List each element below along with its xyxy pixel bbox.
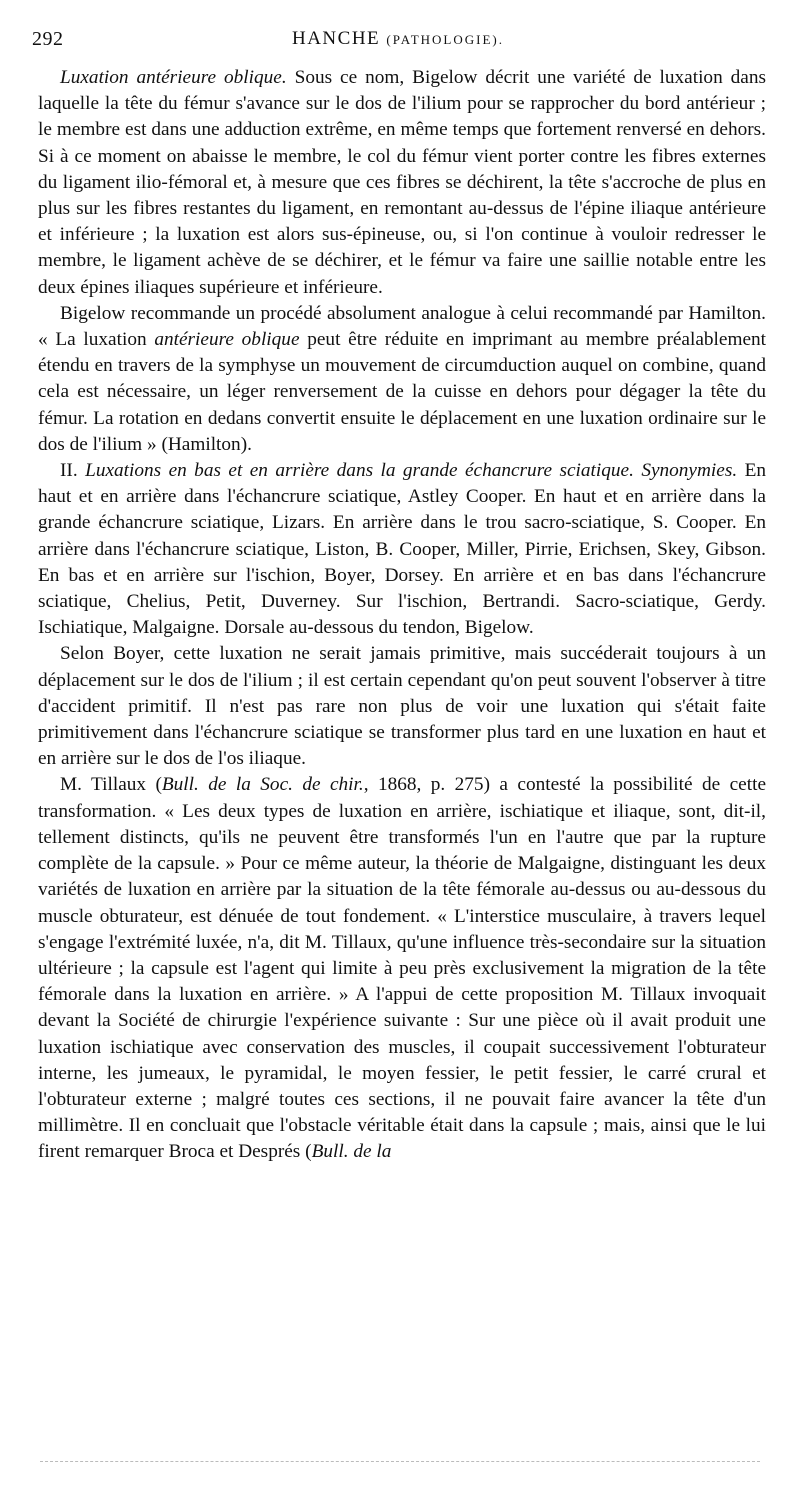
paragraph-text: , 1868, p. 275) a contesté la possibilité de cette transformation. « Les deux types de luxation en arrière, ischiatique et iliaque, sont, dit-il, tellement distincts, qu'ils ne peuvent être transformés l'un en l'autre que par la rupture complète de la capsule. » Pour ce même auteur, la théorie de Malgaigne, distinguant les deux variétés de luxation en arrière par la situation de la tête fémorale au-dessus ou au-dessous du muscle obturateur, est dénuée de tout fondement. « L'interstice musculaire, à travers lequel s'engage l'extrémité luxée, n'a, dit M. Tillaux, qu'une influence très-secondaire sur la situation ultérieure ; la capsule est l'agent qui limite à peu près exclusivement la migration de la tête fémorale dans la luxation en arrière. » A l'appui de cette proposition M. Tillaux invoquait devant la Société de chirurgie l'expérience suivante : Sur une pièce où il avait produit une luxation ischiatique avec conservation des muscles, il coupait successivement l'obturateur interne, les jumeaux, le pyramidal, le moyen fessier, le petit fessier, le carré crural et l'obturateur externe ; malgré toutes ces sections, il ne pouvait faire avancer la tête d'un millimètre. Il en concluait que l'obstacle véritable était dans la capsule ; mais, ainsi que le lui firent remarquer Broca et Després ( bbox=[38, 774, 766, 1163]
paragraph-text: En haut et en arrière dans l'échancrure sciatique, Astley Cooper. En haut et en arrière dans la grande échancrure sciatique, Lizars. En arrière dans le trou sacro-sciatique, S. Cooper. En arrière dans l'échancrure sciatique, Liston, B. Cooper, Miller, Pirrie, Erichsen, Skey, Gibson. En bas et en arrière sur l'ischion, Boyer, Dorsey. En arrière et en bas dans l'échancrure sciatique, Chelius, Petit, Duverney. Sur l'ischion, Bertrandi. Sacro-sciatique, Gerdy. Ischiatique, Malgaigne. Dorsale au-dessous du tendon, Bigelow. bbox=[38, 460, 766, 639]
paragraph-bigelow-procede bbox=[38, 301, 766, 458]
inline-italic: antérieure oblique bbox=[154, 329, 300, 351]
paragraph-tillaux bbox=[38, 772, 766, 1165]
paragraph-text: Selon Boyer, cette luxation ne serait jamais primitive, mais succéderait toujours à un déplacement sur le dos de l'ilium ; il est certain cependant qu'on peut souvent l'observer à titre d'accident primitif. Il n'est pas rare non plus de voir une luxation qui s'était faite primitivement dans l'échancrure sciatique se transformer plus tard en une luxation en haut et en arrière sur le dos de l'os iliaque. bbox=[38, 643, 766, 770]
paragraph-luxation-anterieure bbox=[38, 65, 766, 301]
footer-rule bbox=[40, 1461, 760, 1462]
paragraph-section-ii bbox=[38, 458, 766, 641]
running-head bbox=[32, 28, 764, 50]
paragraph-text: Bigelow recommande un procédé absolument analogue à celui recommandé par Hamilton. « La luxation bbox=[38, 302, 766, 351]
page-header bbox=[32, 28, 764, 58]
citation-italic: Bull. de la Soc. de chir. bbox=[161, 774, 364, 796]
body-text bbox=[38, 65, 766, 1166]
citation-italic: Bull. de la bbox=[311, 1141, 392, 1163]
section-numeral: II. bbox=[60, 460, 86, 482]
paragraph-boyer bbox=[38, 641, 766, 772]
paragraph-text: Sous ce nom, Bigelow décrit une variété de luxation dans laquelle la tête du fémur s'avance sur le dos de l'ilium pour se rapprocher du bord antérieur ; le membre est dans une adduction extrême, en même temps que fortement renversé en dehors. Si à ce moment on abaisse le membre, le col du fémur vient porter contre les fibres externes du ligament ilio-fémoral et, à mesure que ces fibres se déchirent, la tête s'accroche de plus en plus sur les fibres restantes du ligament, en remontant au-dessus de l'épine iliaque antérieure et inférieure ; la luxation est alors sus-épineuse, ou, si l'on continue à vouloir redresser le membre, le ligament achève de se déchirer, et le fémur va faire une saillie notable entre les deux épines iliaques supérieure et inférieure. bbox=[38, 67, 766, 298]
page-number: 292 bbox=[32, 28, 64, 50]
synonymies-label: Synonymies. bbox=[641, 460, 738, 482]
paragraph-lead-italic: Luxation antérieure oblique. bbox=[60, 67, 287, 88]
paragraph-text: peut être réduite en imprimant au membre préalablement étendu en travers de la symphyse un mouvement de circumduction auquel on combine, quand cela est nécessaire, un léger renversement de la cuisse en dehors pour dégager la tête du fémur. La rotation en dedans convertit ensuite le déplacement en une luxation ordinaire sur le dos de l'ilium » (Hamilton). bbox=[38, 329, 767, 455]
section-heading: Luxations en bas et en arrière dans la grande échancrure sciatique. bbox=[85, 460, 634, 482]
running-head-title: HANCHE bbox=[291, 28, 381, 49]
running-head-subtitle: (PATHOLOGIE). bbox=[386, 32, 505, 47]
paragraph-text: M. Tillaux ( bbox=[60, 774, 162, 796]
